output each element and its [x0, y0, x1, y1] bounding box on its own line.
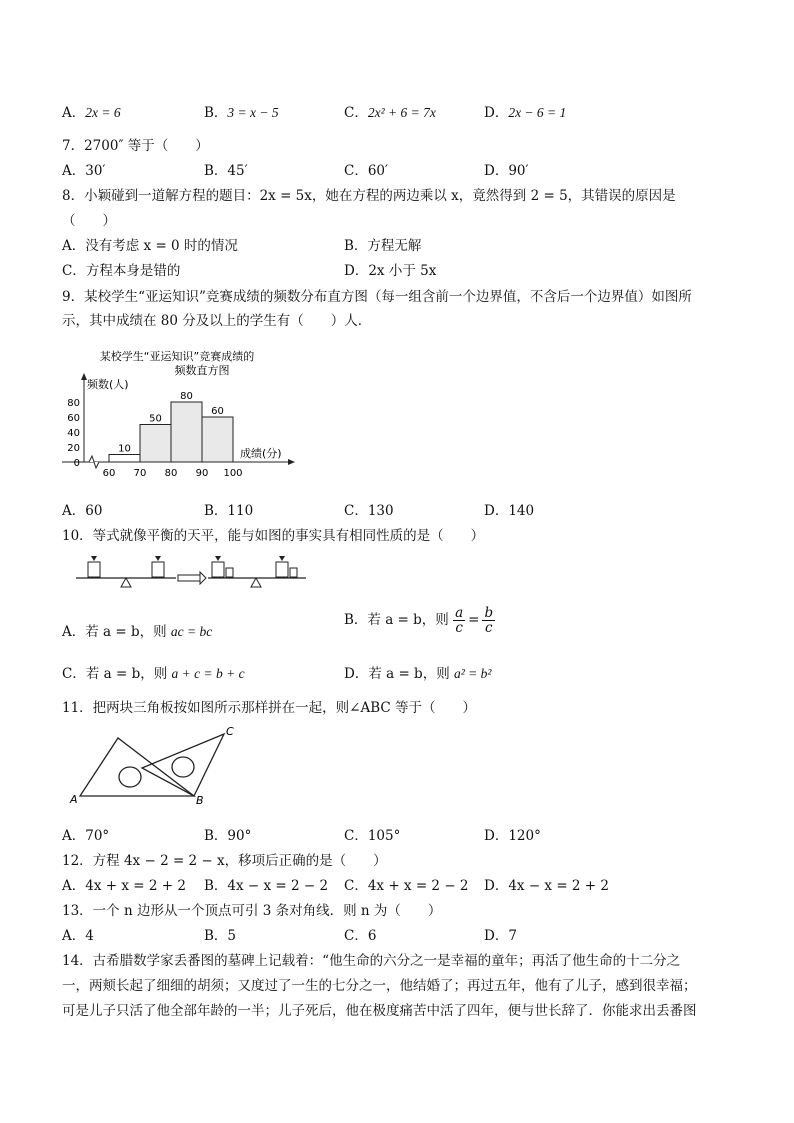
option-equation: 2x − 6 = 1 [508, 105, 567, 120]
point-label-a: A [70, 793, 78, 806]
q13-option-c: C．6 [344, 928, 377, 944]
chart-title-line2: 频数直方图 [174, 364, 230, 377]
q7-option-c: C．60′ [344, 163, 389, 179]
q13-stem: 13．一个 n 边形从一个顶点可引 3 条对角线．则 n 为（ ） [62, 903, 442, 919]
y-tick-label: 80 [67, 398, 80, 409]
q14-line3: 可是儿子只活了他全部年龄的一半；儿子死后，他在极度痛苦中活了四年，便与世长辞了．你能求出丢番图 [62, 1003, 697, 1019]
q7-option-b: B．45′ [204, 163, 248, 179]
option-equation: 2x² + 6 = 7x [367, 105, 436, 120]
q9-stem-line2: 示，其中成绩在 80 分及以上的学生有（ ）人． [62, 313, 372, 329]
option-label: C． [344, 105, 368, 121]
q13-option-a: A．4 [62, 928, 94, 944]
option-equation: 2x = 6 [85, 105, 121, 120]
y-tick-label: 0 [73, 458, 80, 469]
arrow-right-icon [178, 572, 206, 584]
q14-line2: 一，两颊长起了细细的胡须；又度过了一生的七分之一，他结婚了；再过五年，他有了儿子，感到很幸福； [62, 978, 697, 994]
bar-value-label: 50 [149, 413, 162, 425]
x-tick-label: 80 [164, 468, 178, 479]
x-tick-label: 70 [133, 468, 147, 479]
frequency-histogram [62, 345, 302, 493]
q13-option-d: D．7 [484, 928, 517, 944]
q13-option-b: B．5 [204, 928, 237, 944]
q10-option-c [62, 662, 245, 682]
q7-stem: 7．2700″ 等于（ ） [62, 138, 209, 154]
q11-option-b: B．90° [204, 828, 252, 844]
x-tick-label: 60 [102, 468, 116, 479]
x-tick-label: 90 [195, 468, 209, 479]
option-expression: a + c = b + c [171, 666, 245, 681]
histogram-bar [171, 402, 202, 462]
y-tick-label: 20 [67, 443, 80, 454]
balance-scale-left [76, 556, 176, 587]
q8-stem-line2: （ ） [62, 213, 116, 229]
q12-option-b: B．4x − x = 2 − 2 [204, 878, 329, 894]
q8-stem-line1: 8．小颖碰到一道解方程的题目：2x = 5x，她在方程的两边乘以 x，竟然得到 2 = 5，其错误的原因是 [62, 188, 676, 204]
y-tick-label: 60 [67, 413, 80, 424]
option-prefix: B．若 a = b，则 [344, 612, 454, 628]
q12-option-a: A．4x + x = 2 + 2 [62, 878, 186, 894]
bar-value-label: 80 [180, 391, 193, 402]
triangle-rulers-figure [62, 722, 252, 810]
q10-option-b [344, 606, 495, 635]
option-prefix: C．若 a = b，则 [62, 666, 172, 682]
q8-option-b: B．方程无解 [344, 238, 422, 254]
fraction-b-over-c: $\frac{b}{c}$ [484, 605, 494, 636]
chart-title-line1: 某校学生“亚运知识”竞赛成绩的 [99, 350, 255, 363]
q10-option-d [344, 662, 491, 682]
histogram-bar [202, 417, 233, 462]
equals-sign: = [468, 612, 480, 628]
option-prefix: D．若 a = b，则 [344, 666, 454, 682]
option-label: A． [62, 105, 86, 121]
q12-option-d: D．4x − x = 2 + 2 [484, 878, 610, 894]
q10-option-a [62, 620, 212, 640]
q11-stem: 11．把两块三角板按如图所示那样拼在一起，则∠ABC 等于（ ） [62, 700, 477, 716]
q9-stem-line1: 9．某校学生“亚运知识”竞赛成绩的频数分布直方图（每一组含前一个边界值，不含后一个边界值）如图所 [62, 289, 692, 305]
chart-x-label: 成绩(分) [240, 447, 282, 460]
histogram-bar [140, 425, 171, 463]
option-equation: 3 = x − 5 [227, 105, 279, 120]
q11-option-d: D．120° [484, 828, 541, 844]
option-label: B． [204, 105, 228, 121]
fraction-a-over-c: $\frac{a}{c}$ [455, 605, 464, 636]
q9-option-a: A．60 [62, 503, 103, 519]
q11-option-a: A．70° [62, 828, 110, 844]
option-expression: ac = bc [170, 624, 213, 639]
y-tick-label: 40 [67, 428, 80, 439]
q6-option-b [204, 101, 279, 121]
option-expression: a² = b² [454, 666, 492, 681]
q9-option-b: B．110 [204, 503, 254, 519]
q10-stem: 10．等式就像平衡的天平，能与如图的事实具有相同性质的是（ ） [62, 528, 485, 544]
q14-line1: 14．古希腊数学家丢番图的墓碑上记载着：“他生命的六分之一是幸福的童年；再活了他生命的十二分之 [62, 953, 681, 969]
q9-option-c: C．130 [344, 503, 394, 519]
bar-value-label: 10 [118, 443, 131, 455]
q6-option-a [62, 101, 121, 121]
point-label-c: C [226, 725, 234, 738]
option-prefix: A．若 a = b，则 [62, 624, 171, 640]
balance-scale-figure [72, 554, 308, 600]
q7-option-a: A．30′ [62, 163, 106, 179]
histogram-bar [109, 455, 140, 463]
bar-value-label: 60 [211, 406, 224, 417]
x-tick-label: 100 [223, 468, 243, 479]
point-label-b: B [196, 794, 204, 807]
q11-option-c: C．105° [344, 828, 401, 844]
option-label: D． [484, 105, 509, 121]
balance-scale-right [208, 556, 306, 587]
q6-option-d [484, 101, 566, 121]
q8-option-d: D．2x 小于 5x [344, 263, 437, 279]
q8-option-c: C．方程本身是错的 [62, 263, 181, 279]
q12-option-c: C．4x + x = 2 − 2 [344, 878, 469, 894]
q9-option-d: D．140 [484, 503, 535, 519]
q12-stem: 12．方程 4x − 2 = 2 − x，移项后正确的是（ ） [62, 853, 387, 869]
q8-option-a: A．没有考虑 x = 0 时的情况 [62, 238, 238, 254]
q6-option-c [344, 101, 436, 121]
chart-y-label: 频数(人) [87, 378, 129, 391]
q7-option-d: D．90′ [484, 163, 529, 179]
